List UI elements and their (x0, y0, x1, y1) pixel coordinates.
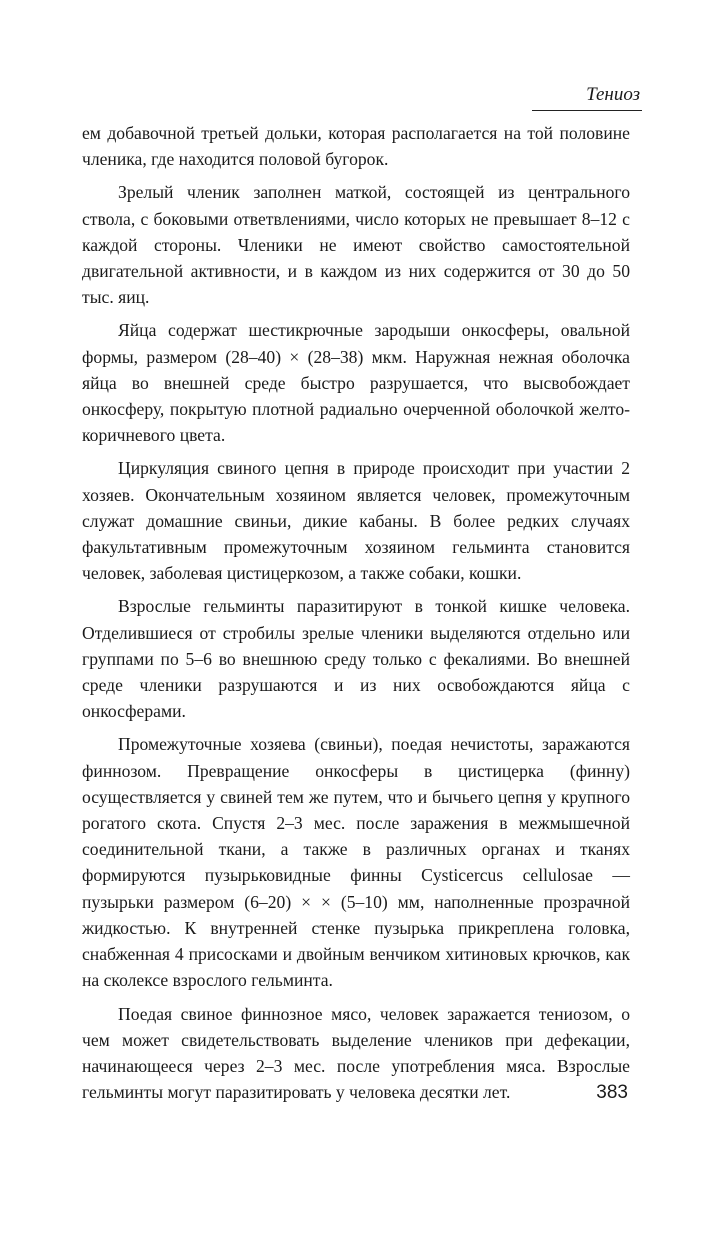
paragraph: ем добавочной третьей дольки, которая располагается на той половине членика, где находится половой бугорок. (82, 123, 630, 170)
paragraph: Промежуточные хозяева (свиньи), поедая нечистоты, заражаются финнозом. Превращение онкосферы в цистицерка (финну) осуществляется у свиней тем же путем, что и бычьего цепня у крупного рогатого скота. Спустя 2–3 мес. после заражения в межмышечной соединительной ткани, а также в различных органах и тканях формируются пузырьковидные финны Cysticercus cellulosae — пузырьки размером (6–20) × × (5–10) мм, наполненные прозрачной жидкостью. К внутренней стенке пузырька прикреплена головка, снабженная 4 присосками и двойным венчиком хитиновых крючков, как на сколексе взрослого гельминта. (82, 734, 630, 991)
running-title: Тениоз (586, 84, 640, 105)
body-text (82, 120, 630, 1112)
header-rule (532, 110, 642, 111)
paragraph: Поедая свиное финнозное мясо, человек заражается тениозом, о чем может свидетельствовать выделение члеников при дефекации, начинающееся через 2–3 мес. после употребления мяса. Взрослые гельминты могут паразитировать у человека десятки лет. (82, 1003, 630, 1103)
paragraph: Циркуляция свиного цепня в природе происходит при участии 2 хозяев. Окончательным хозяином является человек, промежуточным служат домашние свиньи, дикие кабаны. В более редких случаях факультативным промежуточным хозяином гельминта становится человек, заболевая цистицеркозом, а также собаки, кошки. (82, 458, 630, 584)
paragraph: Зрелый членик заполнен маткой, состоящей из центрального ствола, с боковыми ответвлениями, число которых не превышает 8–12 с каждой стороны. Членики не имеют свойство самостоятельной двигательной активности, и в каждом из них содержится от 30 до 50 тыс. яиц. (82, 182, 630, 308)
paragraph: Яйца содержат шестикрючные зародыши онкосферы, овальной формы, размером (28–40) × (28–38) мкм. Наружная нежная оболочка яйца во внешней среде быстро разрушается, что высвобождает онкосферу, покрытую плотной радиально очерченной оболочкой желто-коричневого цвета. (82, 320, 630, 446)
paragraph: Взрослые гельминты паразитируют в тонкой кишке человека. Отделившиеся от стробилы зрелые членики выделяются отдельно или группами по 5–6 во внешнюю среду только с фекалиями. Во внешней среде членики разрушаются и из них освобождаются яйца с онкосферами. (82, 596, 630, 722)
page-number: 383 (596, 1082, 628, 1103)
